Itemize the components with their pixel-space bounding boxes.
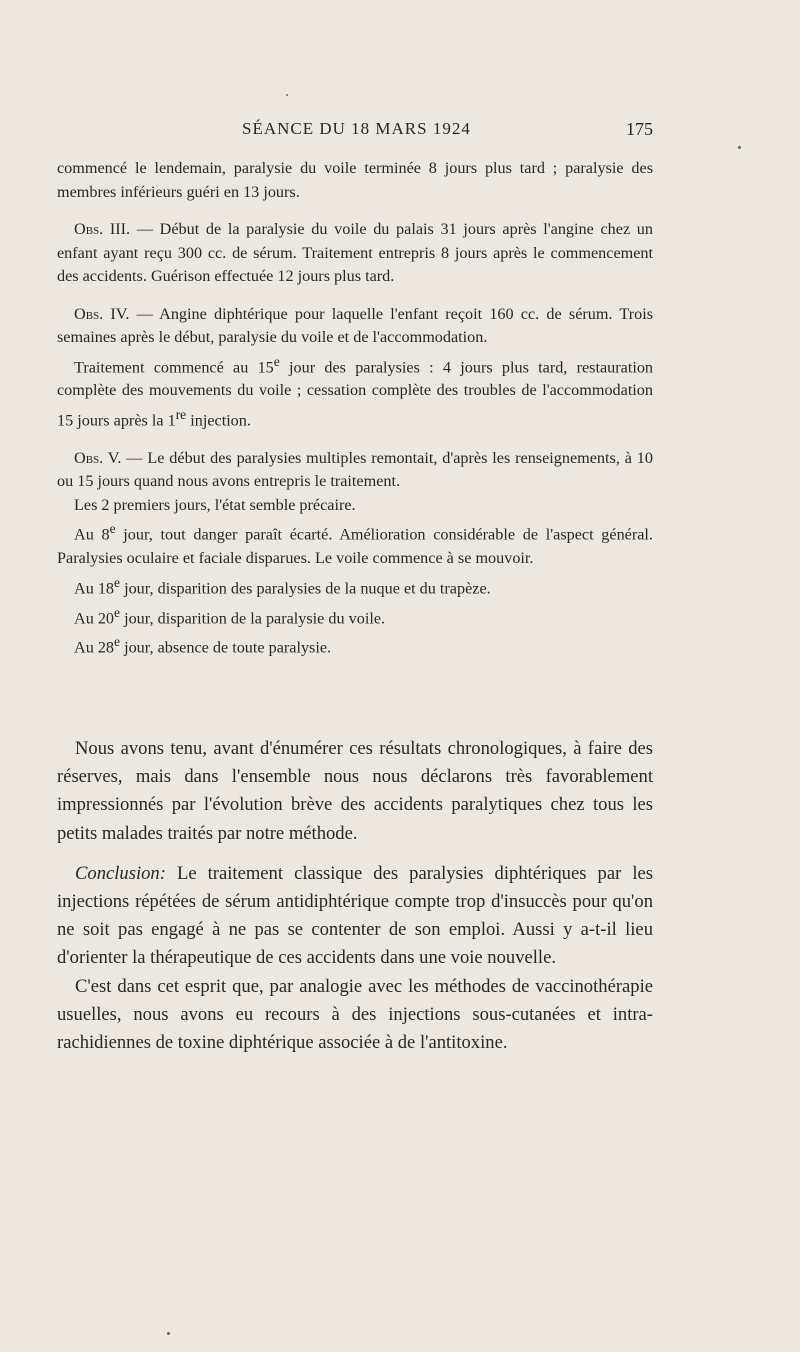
paper-speck [738,146,741,149]
text-run: jour, disparition de la paralysie du voile. [120,608,386,627]
page-number: 175 [626,119,653,139]
text-run: jour, disparition des paralysies de la nuque et du trapèze. [120,579,491,598]
continued-paragraph: commencé le lendemain, paralysie du voile terminée 8 jours plus tard ; paralysie des membres inférieurs guéri en 13 jours. [57,159,653,201]
obs5-day-entry [57,630,653,660]
superscript: e [114,574,121,590]
superscript: e [109,521,116,537]
conclusion-paragraph [57,860,653,973]
text-run: Au 18 [74,579,115,598]
obs-text: — Angine diphtérique pour laquelle l'enfant reçoit 160 cc. de sérum. Trois semaines après le début, paralysie du voile et de l'accommodation. [57,304,654,346]
obs-text: — Le début des paralysies multiples remontait, d'après les renseignements, à 10 ou 15 jours quand nous avons entrepris le traitement. [57,448,653,491]
obs-label: Obs. V. [74,448,122,467]
obs-label: Obs. IV. [74,304,130,323]
closing-paragraph: C'est dans cet esprit que, par analogie avec les méthodes de vaccinothérapie usuelles, nous avons eu recours à des injections sous-cutanées et intra-rachidiennes de toxine diphtérique associée à de l'antitoxine. [57,975,653,1054]
superscript: e [273,353,280,369]
observation-4 [57,303,653,350]
superscript: e [114,634,121,650]
obs5-day-entry [57,601,653,631]
paper-speck [286,94,288,96]
obs-label: Obs. III. [74,220,131,238]
text-run: Traitement commencé au 15 [74,357,274,376]
superscript: e [114,604,121,620]
running-head: SÉANCE DU 18 MARS 1924 [242,119,471,138]
paper-speck [167,1332,170,1335]
obs5-day-entry [57,494,653,518]
obs-text: — Début de la paralysie du voile du palais 31 jours après l'angine chez un enfant ayant reçu 300 cc. de sérum. Traitement entrepris 8 jours après le commencement des accidents. Guérison effectuée 12 jours plus tard. [57,220,653,285]
text-run: Au 20 [74,608,115,627]
text-run: Au 8 [74,525,110,544]
text-run: Les 2 premiers jours, l'état semble précaire. [74,495,356,514]
text-run: injection. [186,411,251,430]
text-run: jour, absence de toute paralysie. [120,638,332,657]
obs5-day-entry [57,517,653,570]
observation-4-followup [57,350,653,433]
text-run: jour, tout danger paraît écarté. Amélioration considérable de l'aspect général. Paralysies oculaire et faciale disparues. Le voile commence à se mouvoir. [57,525,653,568]
discussion-paragraph: Nous avons tenu, avant d'énumérer ces résultats chronologiques, à faire des réserves, mais dans l'ensemble nous nous déclarons très favorablement impressionnés par l'évolution brève des accidents paralytiques chez tous les petits malades traités par notre méthode. [57,738,653,844]
observation-5 [57,447,653,494]
page-header [57,119,653,143]
discussion-section [57,735,653,1057]
superscript: re [175,406,187,422]
observation-3 [57,218,653,289]
observations-section [57,157,653,660]
text-run: Au 28 [74,638,115,657]
obs5-day-entry [57,571,653,601]
conclusion-label: Conclusion: [75,862,166,884]
conclusion-text: Le traitement classique des paralysies diphtériques par les injections répétées de sérum antidiphtérique compte trop d'insuccès pour qu'on ne soit pas engagé à ne pas se contenter de son emploi. Aussi y a-t-il lieu d'orienter la thérapeutique de ces accidents dans une voie nouvelle. [57,862,653,969]
text-run: jour des paralysies : 4 jours plus tard, restauration complète des mouvements du voile ; cessation complète des troubles de l'accommodation 15 jours après la 1 [57,357,654,430]
